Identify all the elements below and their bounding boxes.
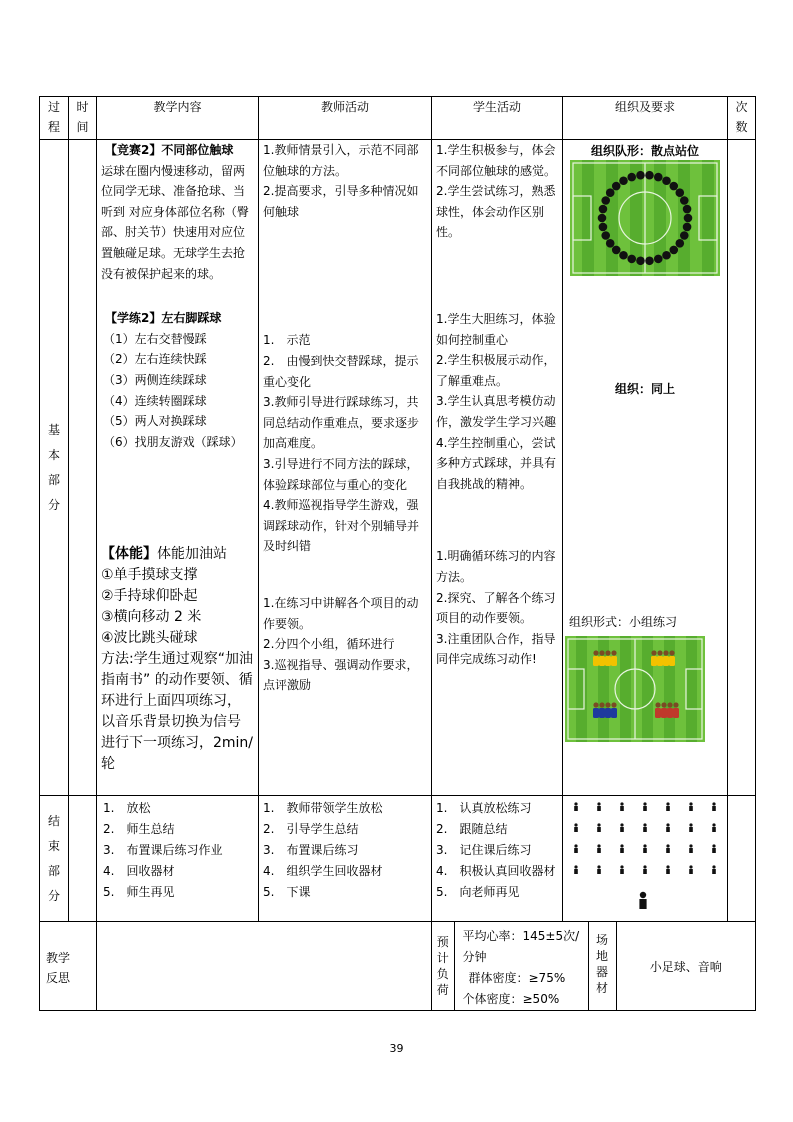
lesson-plan-table (39, 96, 756, 1011)
teacher-block-2: 1. 示范 2. 由慢到快交替踩球，提示重心变化 3.教师引导进行踩球练习，共同总结动作重难点，要求逐步加高难度。 3.引导进行不同方法的踩球，体验踩球部位与重心的变化 4.教师巡视指导学生游戏，强调踩球动作，针对个别辅导并及时纠错 (263, 333, 420, 554)
header-student: 学生活动 (432, 97, 563, 140)
basic-row (40, 140, 756, 796)
header-count: 次数 (728, 97, 756, 140)
list-item: ③横向移动 2 米 (101, 609, 202, 626)
reflect-body-cell (97, 922, 432, 1011)
fitness-list (101, 565, 254, 649)
student-block-2: 1.学生大胆练习，体验如何控制重心 2.学生积极展示动作，了解重难点。 3.学生认真思考模仿动作，激发学生学习兴趣 4.学生控制重心，尝试多种方式踩球，并具有自我挑战的精神。 (436, 311, 557, 491)
individual-density: 个体密度：≥50% (462, 992, 560, 1006)
student-block-3: 1.明确循环练习的内容方法。 2.探究、了解各个练习项目的动作要领。 3.注重团队合作，指导同伴完成练习动作! (436, 549, 556, 667)
reflect-row (40, 922, 756, 1011)
basic-org-cell (563, 140, 728, 796)
fitness-title: 【体能】体能加油站 (101, 546, 227, 563)
list-item: （6）找朋友游戏（踩球） (103, 434, 243, 449)
fitness-method: 方法:学生通过观察“加油指南书” 的动作要领、循环进行上面四项练习，以音乐背景切换为信号进行下一项练习，2min/轮 (101, 651, 254, 773)
group-density: 群体密度：≥75% (468, 971, 566, 985)
group-practice-field-image (565, 636, 705, 742)
load-label: 预计负荷 (432, 922, 454, 1010)
list-item: （5）两人对换踩球 (103, 414, 207, 429)
list-item: （1）左右交替慢踩 (103, 331, 207, 346)
ending-count-cell (728, 796, 756, 922)
header-process: 过程 (40, 97, 69, 140)
ending-org-cell (563, 796, 728, 922)
ending-formation-figures (563, 796, 723, 914)
same-org-label: 组织：同上 (614, 382, 675, 396)
page-number: 39 (389, 1042, 404, 1055)
venue-value: 小足球、音响 (649, 959, 722, 974)
scatter-formation-field-image (570, 160, 720, 276)
group-practice-label: 组织形式：小组练习 (569, 615, 678, 629)
basic-content-cell (97, 140, 259, 796)
basic-teacher-cell (259, 140, 432, 796)
load-values (454, 922, 588, 1010)
teacher-block-1: 1.教师情景引入，示范不同部位触球的方法。 2.提高要求，引导多种情况如何触球 (263, 143, 419, 219)
reflect-label: 教学反思 (46, 951, 71, 985)
game2-title: 【竞赛2】不同部位触球 (105, 143, 234, 157)
reflect-load-cell (432, 922, 756, 1011)
reflect-label-cell (40, 922, 97, 1011)
list-item: （3）两侧连续踩球 (103, 372, 207, 387)
game2-text: 运球在圈内慢速移动，留两位同学无球、准备抢球、当听到 对应身体部位名称（臀部、肘关节）快速用对应位置触碰足球。无球学生去抢没有被保护起来的球。 (101, 163, 249, 281)
list-item: ②手持球仰卧起 (101, 588, 198, 605)
load-subtable (432, 922, 755, 1010)
list-item: （2）左右连续快踩 (103, 352, 207, 367)
list-item: ①单手摸球支撑 (101, 567, 198, 584)
basic-time-cell (69, 140, 97, 796)
header-content: 教学内容 (97, 97, 259, 140)
ending-teacher-cell: 1. 教师带领学生放松 2. 引导学生总结 3. 布置课后练习 4. 组织学生回收器材 5. 下课 (259, 796, 432, 922)
list-item: ④波比跳头碰球 (101, 630, 198, 647)
header-time: 时间 (69, 97, 97, 140)
student-block-1: 1.学生积极参与，体会不同部位触球的感觉。 2.学生尝试练习，熟悉球性，体会动作区别性。 (436, 143, 557, 240)
basic-count-cell (728, 140, 756, 796)
teacher-block-3: 1.在练习中讲解各个项目的动作要领。 2.分四个小组，循环进行 3.巡视指导、强调动作要求，点评激励 (263, 595, 419, 693)
list-item: （4）连续转圈踩球 (103, 393, 207, 408)
ending-time-cell (69, 796, 97, 922)
header-teacher: 教师活动 (259, 97, 432, 140)
venue-label: 场地器材 (588, 922, 616, 1010)
drill2-list (101, 329, 254, 453)
ending-row (40, 796, 756, 922)
header-org: 组织及要求 (563, 97, 728, 140)
basic-section-label: 基本部分 (40, 140, 69, 796)
heart-rate: 平均心率：145±5次/分钟 (462, 929, 580, 964)
basic-student-cell (432, 140, 563, 796)
ending-student-cell: 1. 认真放松练习 2. 跟随总结 3. 记住课后练习 4. 积极认真回收器材 5. 向老师再见 (432, 796, 563, 922)
drill2-title: 【学练2】左右脚踩球 (105, 311, 222, 326)
ending-content-cell: 1. 放松 2. 师生总结 3. 布置课后练习作业 4. 回收器材 5. 师生再见 (97, 796, 259, 922)
formation-label: 组织队形：散点站位 (590, 144, 699, 158)
ending-section-label: 结束部分 (40, 796, 69, 922)
header-row (40, 97, 756, 140)
